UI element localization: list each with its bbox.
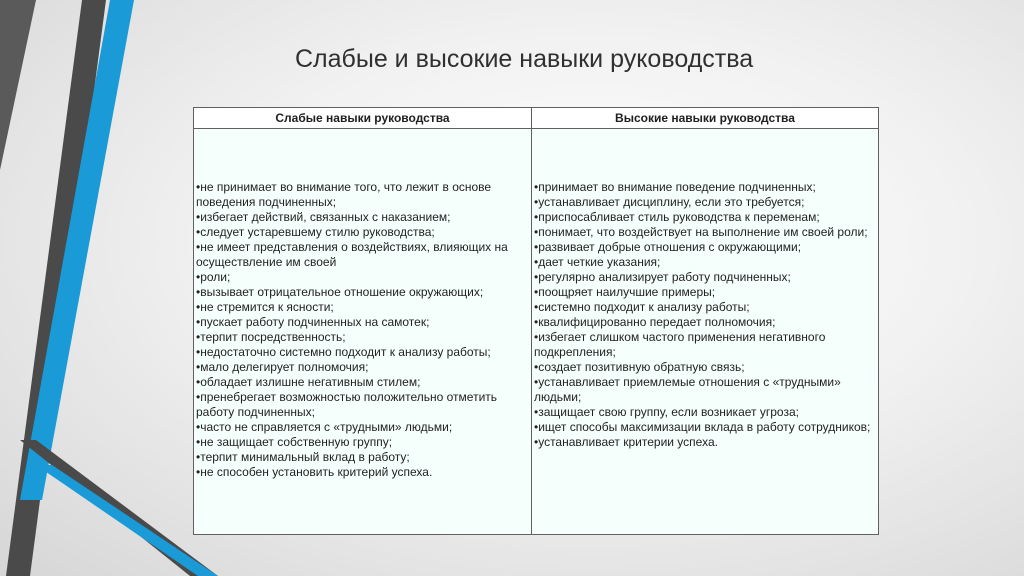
list-item: •часто не справляется с «трудными» людьми; — [196, 420, 453, 434]
table-body-row — [194, 129, 879, 535]
list-item: •устанавливает критерии успеха. — [534, 435, 718, 449]
list-item: •не способен установить критерий успеха. — [196, 465, 433, 479]
list-item: •избегает слишком частого применения негативного подкрепления; — [534, 330, 826, 359]
list-item: •недостаточно системно подходит к анализу работы; — [196, 345, 491, 359]
list-item: •терпит минимальный вклад в работу; — [196, 450, 410, 464]
list-item: •терпит посредственность; — [196, 330, 346, 344]
list-item: •пренебрегает возможностью положительно отметить работу подчиненных; — [196, 390, 498, 419]
weak-skills-cell — [194, 129, 532, 535]
blue-bottom-stripe — [36, 465, 218, 576]
list-item: •квалифицированно передает полномочия; — [534, 315, 776, 329]
strong-skills-cell — [532, 129, 879, 535]
list-item: •следует устаревшему стилю руководства; — [196, 225, 435, 239]
list-item: •понимает, что воздействует на выполнение им своей роли; — [534, 225, 868, 239]
list-item: •приспосабливает стиль руководства к переменам; — [534, 210, 820, 224]
list-item: •мало делегирует полномочия; — [196, 360, 369, 374]
list-item: •создает позитивную обратную связь; — [534, 360, 745, 374]
list-item: •роли; — [196, 270, 231, 284]
table-header-row — [194, 108, 879, 129]
list-item: •ищет способы максимизации вклада в работу сотрудников; — [534, 420, 871, 434]
list-item: •защищает свою группу, если возникает угроза; — [534, 405, 799, 419]
list-item: •устанавливает дисциплину, если это требуется; — [534, 195, 805, 209]
strong-skills-header: Высокие навыки руководства — [532, 108, 879, 129]
list-item: •дает четкие указания; — [534, 255, 661, 269]
list-item: •регулярно анализирует работу подчиненных; — [534, 270, 791, 284]
grey-bottom-stripe — [20, 440, 218, 576]
list-item: •устанавливает приемлемые отношения с «трудными» людьми; — [534, 375, 841, 404]
list-item: •поощряет наилучшие примеры; — [534, 285, 716, 299]
list-item: •обладает излишне негативным стилем; — [196, 375, 421, 389]
weak-skills-header: Слабые навыки руководства — [194, 108, 532, 129]
weak-skills-list — [196, 180, 529, 480]
list-item: •вызывает отрицательное отношение окружающих; — [196, 285, 484, 299]
skills-comparison-table — [193, 107, 879, 535]
list-item: •системно подходит к анализу работы; — [534, 300, 750, 314]
left-grey-stripe — [0, 0, 36, 170]
list-item: •не защищает собственную группу; — [196, 435, 393, 449]
strong-skills-list — [534, 180, 876, 450]
list-item: •развивает добрые отношения с окружающими; — [534, 240, 802, 254]
list-item: •не принимает во внимание того, что лежит в основе поведения подчиненных; — [196, 180, 492, 209]
list-item: •пускает работу подчиненных на самотек; — [196, 315, 430, 329]
list-item: •принимает во внимание поведение подчиненных; — [534, 180, 816, 194]
list-item: •не стремится к ясности; — [196, 300, 334, 314]
slide-title: Слабые и высокие навыки руководства — [295, 45, 754, 73]
list-item: •не имеет представления о воздействиях, влияющих на осуществление им своей — [196, 240, 508, 269]
list-item: •избегает действий, связанных с наказанием; — [196, 210, 451, 224]
